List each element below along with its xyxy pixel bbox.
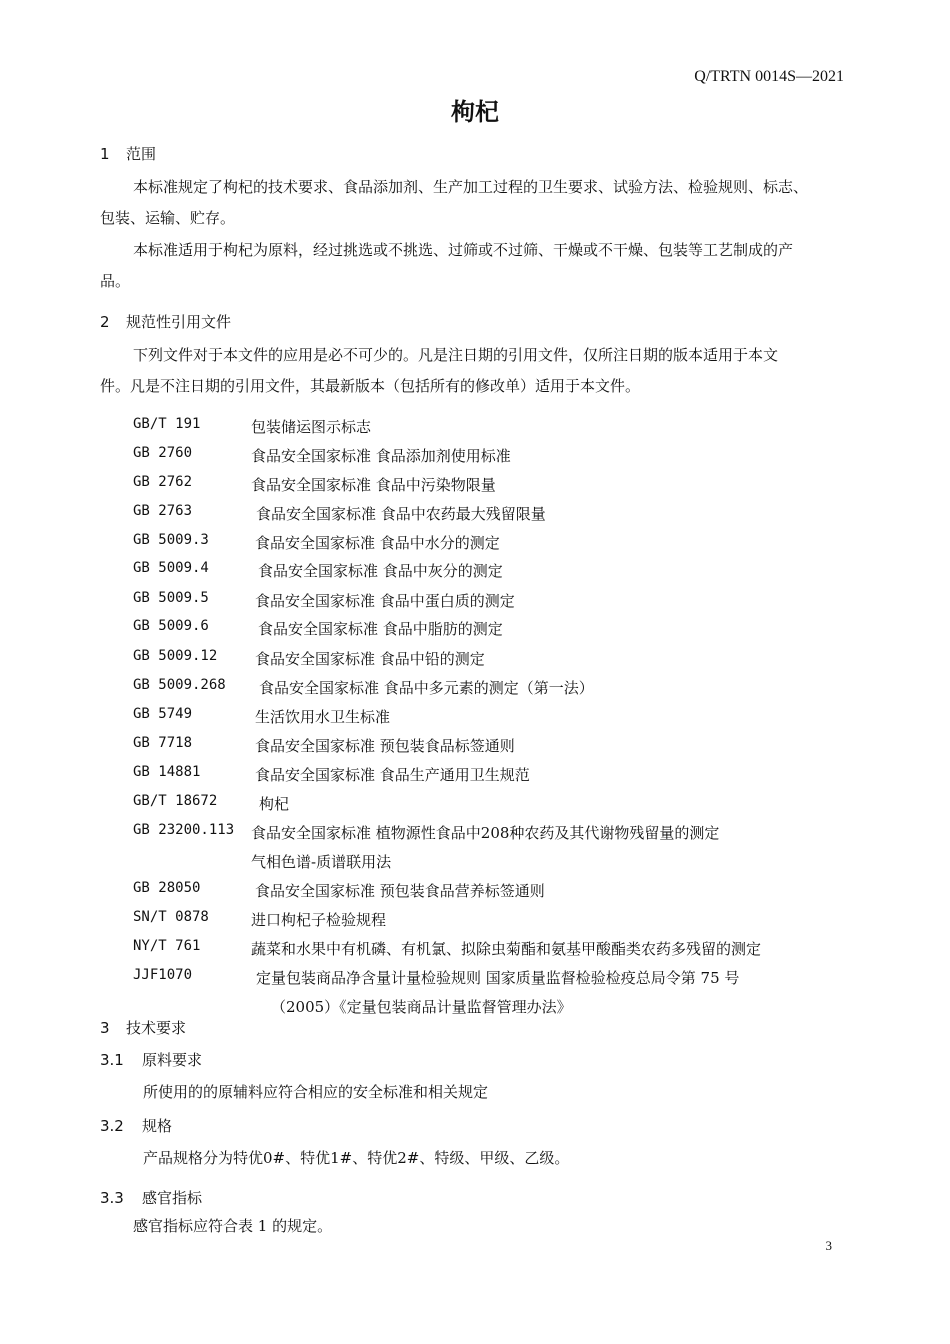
ref-code: GB 7718 bbox=[133, 735, 193, 751]
ref-title: 进口枸杞子检验规程 bbox=[251, 911, 387, 929]
ref-title: 生活饮用水卫生标准 bbox=[255, 708, 391, 726]
section-3-number: 3 bbox=[100, 1019, 110, 1037]
ref-code: GB 5009.12 bbox=[133, 648, 218, 664]
section-3-2-text: 产品规格分为特优0#、特优1#、特优2#、特级、甲级、乙级。 bbox=[143, 1149, 570, 1167]
section-1-heading bbox=[100, 143, 156, 164]
section-1-para-1-line-1: 本标准规定了枸杞的技术要求、食品添加剂、生产加工过程的卫生要求、试验方法、检验规则、标志、 bbox=[133, 178, 809, 196]
section-1-number: 1 bbox=[100, 145, 110, 163]
section-1-para-2-line-2: 品。 bbox=[100, 272, 131, 290]
ref-title-continued: 气相色谱-质谱联用法 bbox=[251, 853, 392, 871]
section-1-title: 范围 bbox=[126, 145, 157, 163]
section-3-3-title: 感官指标 bbox=[142, 1189, 203, 1207]
ref-code: GB 23200.113 bbox=[133, 822, 235, 838]
ref-title: 枸杞 bbox=[259, 795, 290, 813]
ref-code: GB 5009.4 bbox=[133, 560, 209, 576]
ref-code: GB 5009.3 bbox=[133, 532, 209, 548]
section-2-para-line-2: 件。凡是不注日期的引用文件，其最新版本（包括所有的修改单）适用于本文件。 bbox=[100, 377, 641, 395]
section-3-title: 技术要求 bbox=[126, 1019, 187, 1037]
ref-code: GB/T 191 bbox=[133, 416, 201, 432]
section-3-1-text: 所使用的的原辅料应符合相应的安全标准和相关规定 bbox=[143, 1083, 489, 1101]
section-3-1-heading bbox=[100, 1049, 202, 1070]
section-3-heading bbox=[100, 1017, 186, 1038]
document-title: 枸杞 bbox=[451, 98, 499, 126]
ref-title: 食品安全国家标准 食品添加剂使用标准 bbox=[251, 447, 511, 465]
ref-title: 食品安全国家标准 食品中农药最大残留限量 bbox=[256, 505, 546, 523]
section-3-2-title: 规格 bbox=[142, 1117, 173, 1135]
section-3-1-number: 3.1 bbox=[100, 1051, 124, 1069]
ref-title: 食品安全国家标准 食品中灰分的测定 bbox=[258, 562, 503, 580]
ref-title: 蔬菜和水果中有机磷、有机氯、拟除虫菊酯和氨基甲酸酯类农药多残留的测定 bbox=[251, 940, 762, 958]
section-1-para-2-line-1: 本标准适用于枸杞为原料，经过挑选或不挑选、过筛或不过筛、干燥或不干燥、包装等工艺制成的产 bbox=[133, 241, 794, 259]
ref-title: 食品安全国家标准 食品中脂肪的测定 bbox=[258, 620, 503, 638]
ref-code: SN/T 0878 bbox=[133, 909, 209, 925]
section-3-2-heading bbox=[100, 1115, 172, 1136]
section-2-heading bbox=[100, 311, 231, 332]
ref-title: 食品安全国家标准 食品中污染物限量 bbox=[251, 476, 496, 494]
ref-title: 食品安全国家标准 食品生产通用卫生规范 bbox=[255, 766, 530, 784]
ref-code: GB 2762 bbox=[133, 474, 193, 490]
section-3-2-number: 3.2 bbox=[100, 1117, 124, 1135]
ref-code: GB 2760 bbox=[133, 445, 193, 461]
ref-code: NY/T 761 bbox=[133, 938, 201, 954]
page-number: 3 bbox=[825, 1238, 832, 1253]
ref-title: 食品安全国家标准 食品中蛋白质的测定 bbox=[255, 592, 515, 610]
ref-title: 定量包装商品净含量计量检验规则 国家质量监督检验检疫总局令第 75 号 bbox=[256, 969, 740, 987]
section-3-3-heading bbox=[100, 1187, 202, 1208]
section-1-para-1-line-2: 包装、运输、贮存。 bbox=[100, 209, 236, 227]
ref-code: GB 5009.5 bbox=[133, 590, 209, 606]
ref-title: 食品安全国家标准 植物源性食品中208种农药及其代谢物残留量的测定 bbox=[251, 824, 720, 842]
section-3-3-text: 感官指标应符合表 1 的规定。 bbox=[133, 1217, 333, 1235]
section-2-number: 2 bbox=[100, 313, 110, 331]
ref-code: JJF1070 bbox=[133, 967, 193, 983]
ref-title: 食品安全国家标准 预包装食品标签通则 bbox=[255, 737, 515, 755]
ref-code: GB 5009.6 bbox=[133, 618, 209, 634]
section-2-para-line-1: 下列文件对于本文件的应用是必不可少的。凡是注日期的引用文件，仅所注日期的版本适用于本文 bbox=[133, 346, 779, 364]
ref-title: 食品安全国家标准 食品中铅的测定 bbox=[255, 650, 485, 668]
ref-code: GB 5749 bbox=[133, 706, 193, 722]
ref-code: GB 2763 bbox=[133, 503, 193, 519]
section-3-1-title: 原料要求 bbox=[142, 1051, 203, 1069]
ref-title: 食品安全国家标准 食品中多元素的测定（第一法） bbox=[259, 679, 594, 697]
ref-title: 食品安全国家标准 预包装食品营养标签通则 bbox=[255, 882, 545, 900]
ref-code: GB/T 18672 bbox=[133, 793, 218, 809]
ref-title: 食品安全国家标准 食品中水分的测定 bbox=[255, 534, 500, 552]
standard-code: Q/TRTN 0014S—2021 bbox=[694, 68, 844, 85]
ref-title-continued: （2005）《定量包装商品计量监督管理办法》 bbox=[271, 998, 572, 1016]
ref-code: GB 28050 bbox=[133, 880, 201, 896]
section-2-title: 规范性引用文件 bbox=[126, 313, 232, 331]
ref-code: GB 5009.268 bbox=[133, 677, 226, 693]
ref-code: GB 14881 bbox=[133, 764, 201, 780]
section-3-3-number: 3.3 bbox=[100, 1189, 124, 1207]
ref-title: 包装储运图示标志 bbox=[251, 418, 372, 436]
